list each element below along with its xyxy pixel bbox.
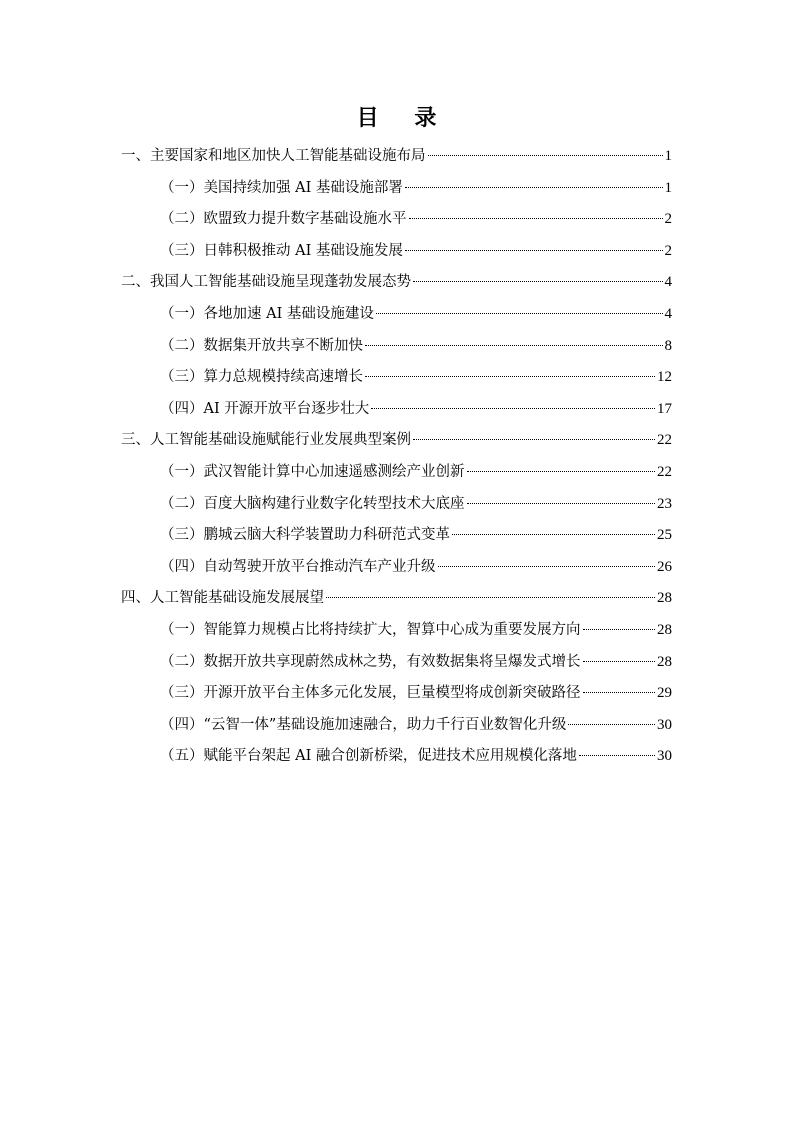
toc-page-number: 12 bbox=[657, 369, 672, 386]
toc-dot-leader bbox=[452, 520, 655, 535]
toc-page-number: 1 bbox=[664, 148, 672, 164]
toc-entry[interactable] bbox=[160, 556, 672, 578]
toc-dot-leader bbox=[365, 331, 663, 346]
toc-entry[interactable] bbox=[160, 682, 672, 704]
toc-entry-label: （三）日韩积极推动 AI 基础设施发展 bbox=[160, 242, 403, 259]
toc-entry[interactable] bbox=[121, 587, 672, 609]
toc-dot-leader bbox=[405, 173, 663, 188]
toc-page-number: 4 bbox=[664, 306, 672, 322]
toc-entry-label: （四）自动驾驶开放平台推动汽车产业升级 bbox=[160, 558, 436, 575]
toc-entry-label: （四）AI 开源开放平台逐步壮大 bbox=[160, 400, 370, 417]
toc-page-number: 22 bbox=[657, 464, 672, 480]
toc-dot-leader bbox=[467, 489, 656, 504]
toc-dot-leader bbox=[568, 710, 655, 725]
toc-page-number: 26 bbox=[657, 558, 672, 575]
toc-entry[interactable] bbox=[160, 524, 672, 546]
toc-dot-leader bbox=[583, 647, 656, 662]
toc-entry[interactable] bbox=[121, 271, 672, 293]
toc-entry[interactable] bbox=[160, 208, 672, 230]
toc-entry[interactable] bbox=[160, 177, 672, 199]
toc-page-number: 28 bbox=[657, 653, 672, 670]
toc-entry-label: （二）数据开放共享现蔚然成林之势，有效数据集将呈爆发式增长 bbox=[160, 653, 581, 670]
toc-page-number: 2 bbox=[664, 242, 672, 259]
toc-entry[interactable] bbox=[121, 429, 672, 451]
toc-dot-leader bbox=[438, 552, 656, 567]
toc-dot-leader bbox=[583, 678, 656, 693]
toc-dot-leader bbox=[371, 394, 655, 409]
toc-dot-leader bbox=[365, 362, 655, 377]
toc-page-number: 2 bbox=[664, 211, 672, 228]
toc-page-number: 8 bbox=[664, 337, 672, 354]
toc-entry[interactable] bbox=[160, 493, 672, 515]
toc-entry[interactable] bbox=[160, 745, 672, 767]
toc-entry-label: （一）各地加速 AI 基础设施建设 bbox=[160, 306, 374, 322]
toc-entry-label: （三）开源开放平台主体多元化发展，巨量模型将成创新突破路径 bbox=[160, 685, 581, 702]
toc-dot-leader bbox=[413, 267, 663, 282]
toc-entry-label: （二）数据集开放共享不断加快 bbox=[160, 337, 363, 354]
toc-page-number: 28 bbox=[657, 590, 672, 607]
toc-entry-label: （四）“云智一体”基础设施加速融合，助力千行百业数智化升级 bbox=[160, 716, 567, 733]
page-title: 目 录 bbox=[356, 106, 451, 131]
toc-dot-leader bbox=[376, 299, 663, 314]
toc-dot-leader bbox=[583, 615, 656, 630]
toc-entry-label: （二）百度大脑构建行业数字化转型技术大底座 bbox=[160, 495, 465, 512]
toc-entry-label: 二、我国人工智能基础设施呈现蓬勃发展态势 bbox=[121, 274, 411, 291]
toc-entry[interactable] bbox=[160, 714, 672, 736]
toc-entry-label: （三）鹏城云脑大科学装置助力科研范式变革 bbox=[160, 527, 450, 544]
toc-page-number: 23 bbox=[657, 495, 672, 512]
toc-entry[interactable] bbox=[160, 619, 672, 641]
toc-entry-label: （二）欧盟致力提升数字基础设施水平 bbox=[160, 211, 407, 228]
toc-page-number: 30 bbox=[657, 748, 672, 765]
toc-entry-label: （五）赋能平台架起 AI 融合创新桥梁，促进技术应用规模化落地 bbox=[160, 748, 577, 765]
toc-dot-leader bbox=[467, 457, 656, 472]
toc-page-number: 25 bbox=[657, 527, 672, 544]
toc-dot-leader bbox=[428, 141, 663, 156]
toc-entry-label: 三、人工智能基础设施赋能行业发展典型案例 bbox=[121, 432, 411, 449]
toc-entry-label: （一）美国持续加强 AI 基础设施部署 bbox=[160, 179, 403, 196]
toc-entry-label: （三）算力总规模持续高速增长 bbox=[160, 369, 363, 386]
toc-entry[interactable] bbox=[121, 145, 672, 167]
toc-page-number: 29 bbox=[657, 685, 672, 702]
toc-entry[interactable] bbox=[160, 335, 672, 357]
toc-dot-leader bbox=[413, 425, 655, 440]
toc-dot-leader bbox=[579, 741, 655, 756]
toc-dot-leader bbox=[326, 583, 655, 598]
toc-entry[interactable] bbox=[160, 366, 672, 388]
toc-entry[interactable] bbox=[160, 651, 672, 673]
toc-page-number: 22 bbox=[657, 432, 672, 449]
toc-entry-label: 四、人工智能基础设施发展展望 bbox=[121, 590, 324, 607]
toc-page-number: 17 bbox=[657, 400, 672, 417]
toc-entry[interactable] bbox=[160, 461, 672, 483]
toc-entry-label: （一）武汉智能计算中心加速遥感测绘产业创新 bbox=[160, 464, 465, 480]
toc-entry[interactable] bbox=[160, 240, 672, 262]
toc-page-number: 1 bbox=[664, 179, 672, 196]
toc-entry[interactable] bbox=[160, 303, 672, 325]
toc-dot-leader bbox=[405, 236, 663, 251]
toc-entry-label: （一）智能算力规模占比将持续扩大，智算中心成为重要发展方向 bbox=[160, 622, 581, 638]
toc-page-number: 30 bbox=[657, 716, 672, 733]
toc-entry[interactable] bbox=[160, 398, 672, 420]
toc-dot-leader bbox=[409, 204, 663, 219]
toc-page-number: 4 bbox=[664, 274, 672, 291]
toc-entry-label: 一、主要国家和地区加快人工智能基础设施布局 bbox=[121, 148, 426, 164]
toc-page-number: 28 bbox=[657, 622, 672, 638]
